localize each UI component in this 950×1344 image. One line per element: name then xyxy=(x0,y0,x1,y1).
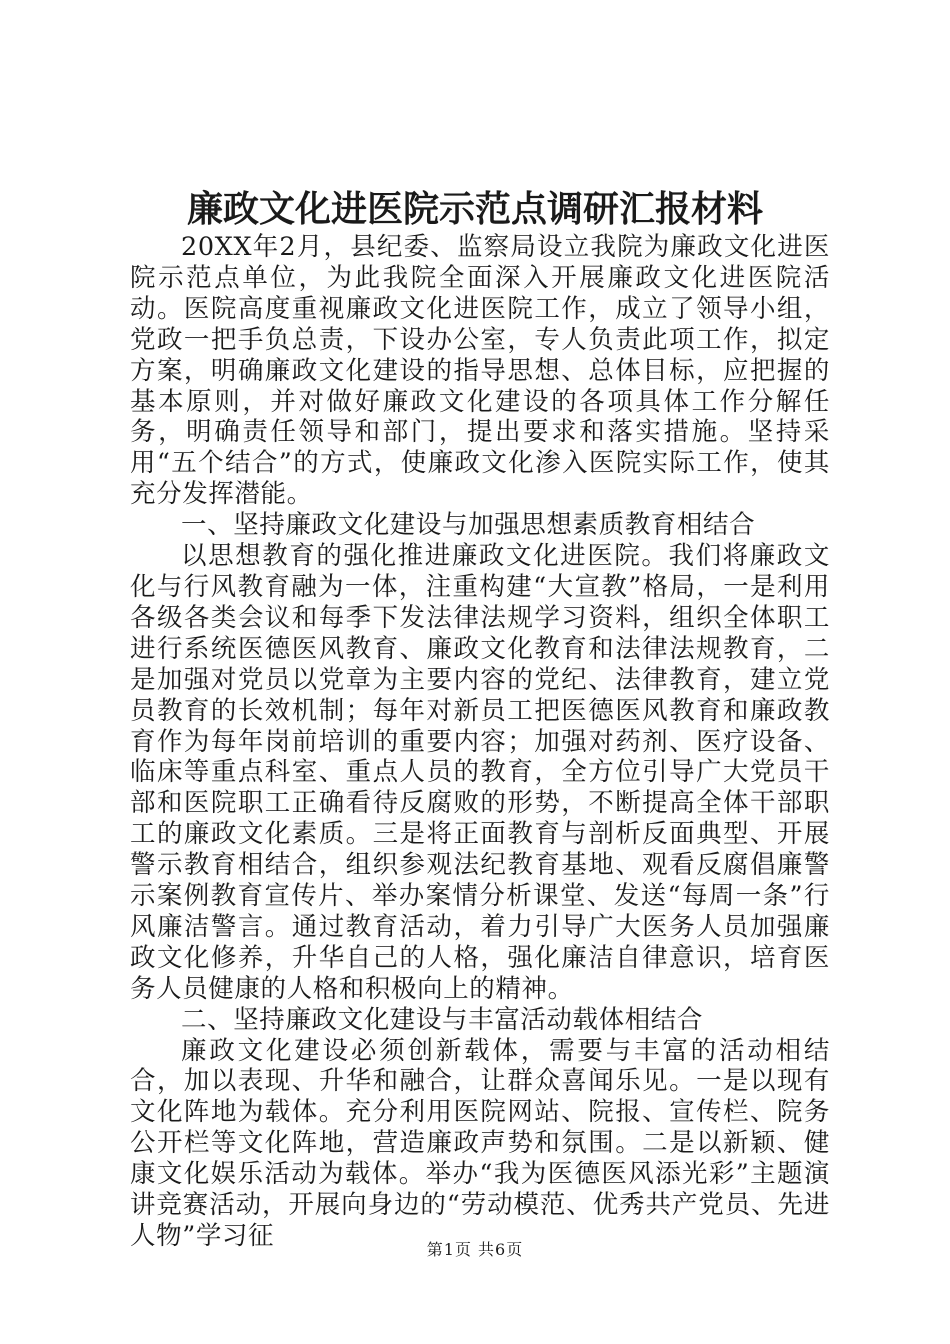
document-title: 廉政文化进医院示范点调研汇报材料 xyxy=(186,188,763,230)
intro-paragraph: 20XX年2月，县纪委、监察局设立我院为廉政文化进医院示范点单位，为此我院全面深入开展廉政文化进医院活动。医院高度重视廉政文化进医院工作，成立了领导小组，党政一把手负总责，下设办公室，专人负责此项工作，拟定方案，明确廉政文化建设的指导思想、总体目标，应把握的基本原则，并对做好廉政文化建设的各项具体工作分解任务，明确责任领导和部门，提出要求和落实措施。坚持采用“五个结合”的方式，使廉政文化渗入医院实际工作，使其充分发挥潜能。 xyxy=(130,232,830,510)
section-heading-2: 二、坚持廉政文化建设与丰富活动载体相结合 xyxy=(181,1004,704,1035)
document-body xyxy=(130,232,830,1252)
section-2-paragraph: 廉政文化建设必须创新载体，需要与丰富的活动相结合，加以表现、升华和融合，让群众喜闻乐见。一是以现有文化阵地为载体。充分利用医院网站、院报、宣传栏、院务公开栏等文化阵地，营造廉政声势和氛围。二是以新颖、健康文化娱乐活动为载体。举办“我为医德医风添光彩”主题演讲竞赛活动，开展向身边的“劳动模范、优秀共产党员、先进人物”学习征 xyxy=(130,1035,830,1251)
section-heading-1: 一、坚持廉政文化建设与加强思想素质教育相结合 xyxy=(181,510,756,541)
page-number-footer: 第1页 共6页 xyxy=(426,1240,524,1259)
section-1-paragraph: 以思想教育的强化推进廉政文化进医院。我们将廉政文化与行风教育融为一体，注重构建“大宣教”格局，一是利用各级各类会议和每季下发法律法规学习资料，组织全体职工进行系统医德医风教育、廉政文化教育和法律法规教育，二是加强对党员以党章为主要内容的党纪、法律教育，建立党员教育的长效机制；每年对新员工把医德医风教育和廉政教育作为每年岗前培训的重要内容；加强对药剂、医疗设备、临床等重点科室、重点人员的教育，全方位引导广大党员干部和医院职工正确看待反腐败的形势，不断提高全体干部职工的廉政文化素质。三是将正面教育与剖析反面典型、开展警示教育相结合，组织参观法纪教育基地、观看反腐倡廉警示案例教育宣传片、举办案情分析课堂、发送“每周一条”行风廉洁警言。通过教育活动，着力引导广大医务人员加强廉政文化修养，升华自己的人格，强化廉洁自律意识，培育医务人员健康的人格和积极向上的精神。 xyxy=(130,541,830,1004)
